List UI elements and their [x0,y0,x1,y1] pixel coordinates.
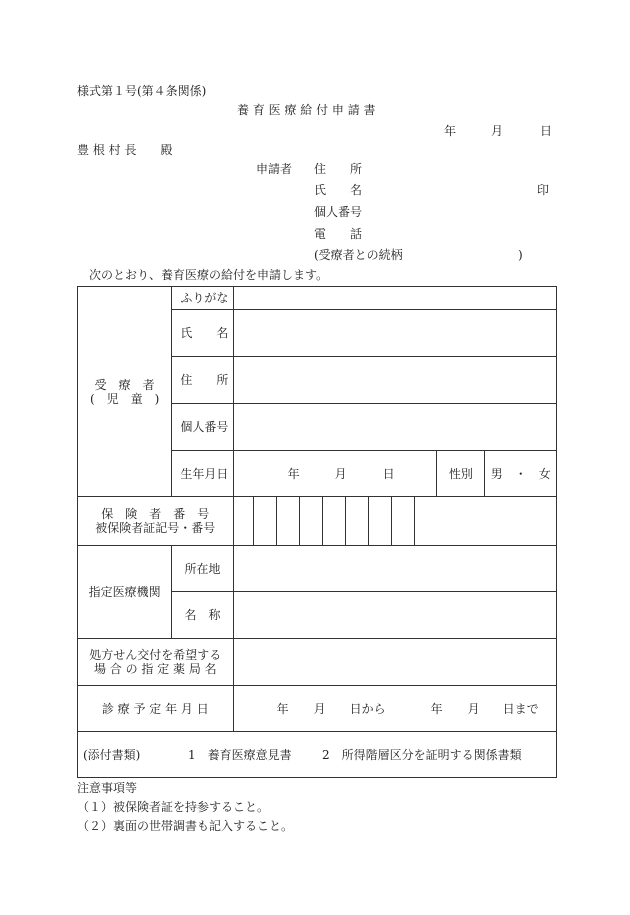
patient-address-field[interactable] [233,357,556,404]
insurer-digit-box[interactable] [276,497,299,546]
insurer-digit-box[interactable] [322,497,345,546]
facility-location-field[interactable] [233,546,556,592]
attachments-label: (添付書類) [83,747,141,762]
sex-options[interactable]: 男 ・ 女 [485,451,557,497]
period-from-month: 月 [313,701,326,716]
patient-address-label: 住 所 [172,357,233,404]
period-to-day: 日まで [502,701,539,716]
facility-name-label: 名 称 [172,592,233,639]
pharmacy-label-2: 場 合 の 指 定 薬 局 名 [93,662,217,676]
attachments-cell [78,732,557,778]
applicant-my-number-label: 個人番号 [314,205,363,219]
birthdate-field[interactable] [233,451,437,497]
period-from-year: 年 [276,701,289,716]
insurer-label-cell [78,497,234,546]
insured-card-label: 被保険者証記号・番号 [95,521,216,535]
patient-sublabel: ( 児 童 ) [89,391,160,406]
insurer-digit-box[interactable] [392,497,415,546]
applicant-label: 申請者 [256,162,293,176]
applicant-relation-label: (受療者との続柄 [314,248,403,262]
patient-name-label: 氏 名 [172,310,233,357]
applicant-relation-close: ) [518,248,523,262]
insurer-digit-box[interactable] [369,497,392,546]
patient-label-cell [78,287,172,497]
application-table [77,286,557,778]
patient-my-number-field[interactable] [233,404,556,451]
insured-card-field[interactable] [415,497,557,546]
furigana-field[interactable] [233,287,556,310]
facility-name-field[interactable] [233,592,556,639]
date-year: 年 [444,124,457,138]
applicant-name-label: 氏 名 [314,183,363,197]
form-number: 様式第１号(第４条関係) [77,84,207,98]
pharmacy-label-cell [78,639,234,686]
form-title: 養 育 医 療 給 付 申 請 書 [237,103,376,117]
period-from-day: 日から [349,701,386,716]
birth-day: 日 [382,466,395,481]
applicant-phone-label: 電 話 [314,227,363,241]
date-day: 日 [540,124,553,138]
intro-text: 次のとおり、養育医療の給付を申請します。 [89,268,329,282]
facility-label: 指定医療機関 [78,546,172,639]
furigana-label: ふりがな [172,287,233,310]
period-to-month: 月 [467,701,480,716]
addressee: 豊 根 村 長 殿 [77,143,173,157]
note-item: （１）被保険者証を持参すること。 [77,800,270,814]
notes-title: 注意事項等 [77,781,138,795]
applicant-address-label: 住 所 [314,162,363,176]
insurer-digit-box[interactable] [345,497,368,546]
pharmacy-field[interactable] [233,639,556,686]
birth-month: 月 [334,466,347,481]
date-month: 月 [491,124,504,138]
pharmacy-label-1: 処方せん交付を希望する [89,648,222,662]
period-to-year: 年 [430,701,443,716]
patient-my-number-label: 個人番号 [172,404,233,451]
insurer-digit-box[interactable] [253,497,276,546]
facility-location-label: 所在地 [172,546,233,592]
treatment-period-field[interactable] [233,686,556,732]
note-item: （２）裏面の世帯調書も記入すること。 [77,819,294,833]
insurer-digit-box[interactable] [233,497,253,546]
birthdate-label: 生年月日 [172,451,233,497]
attachment-1: 1 養育医療意見書 [188,747,292,762]
attachment-2: 2 所得階層区分を証明する関係書類 [322,747,522,762]
insurer-number-label: 保 険 者 番 号 [101,507,210,521]
patient-label: 受 療 者 [94,377,155,392]
treatment-period-label: 診 療 予 定 年 月 日 [78,686,234,732]
birth-year: 年 [287,466,300,481]
sex-label: 性別 [437,451,485,497]
seal-mark: 印 [537,183,550,197]
insurer-digit-box[interactable] [299,497,322,546]
patient-name-field[interactable] [233,310,556,357]
